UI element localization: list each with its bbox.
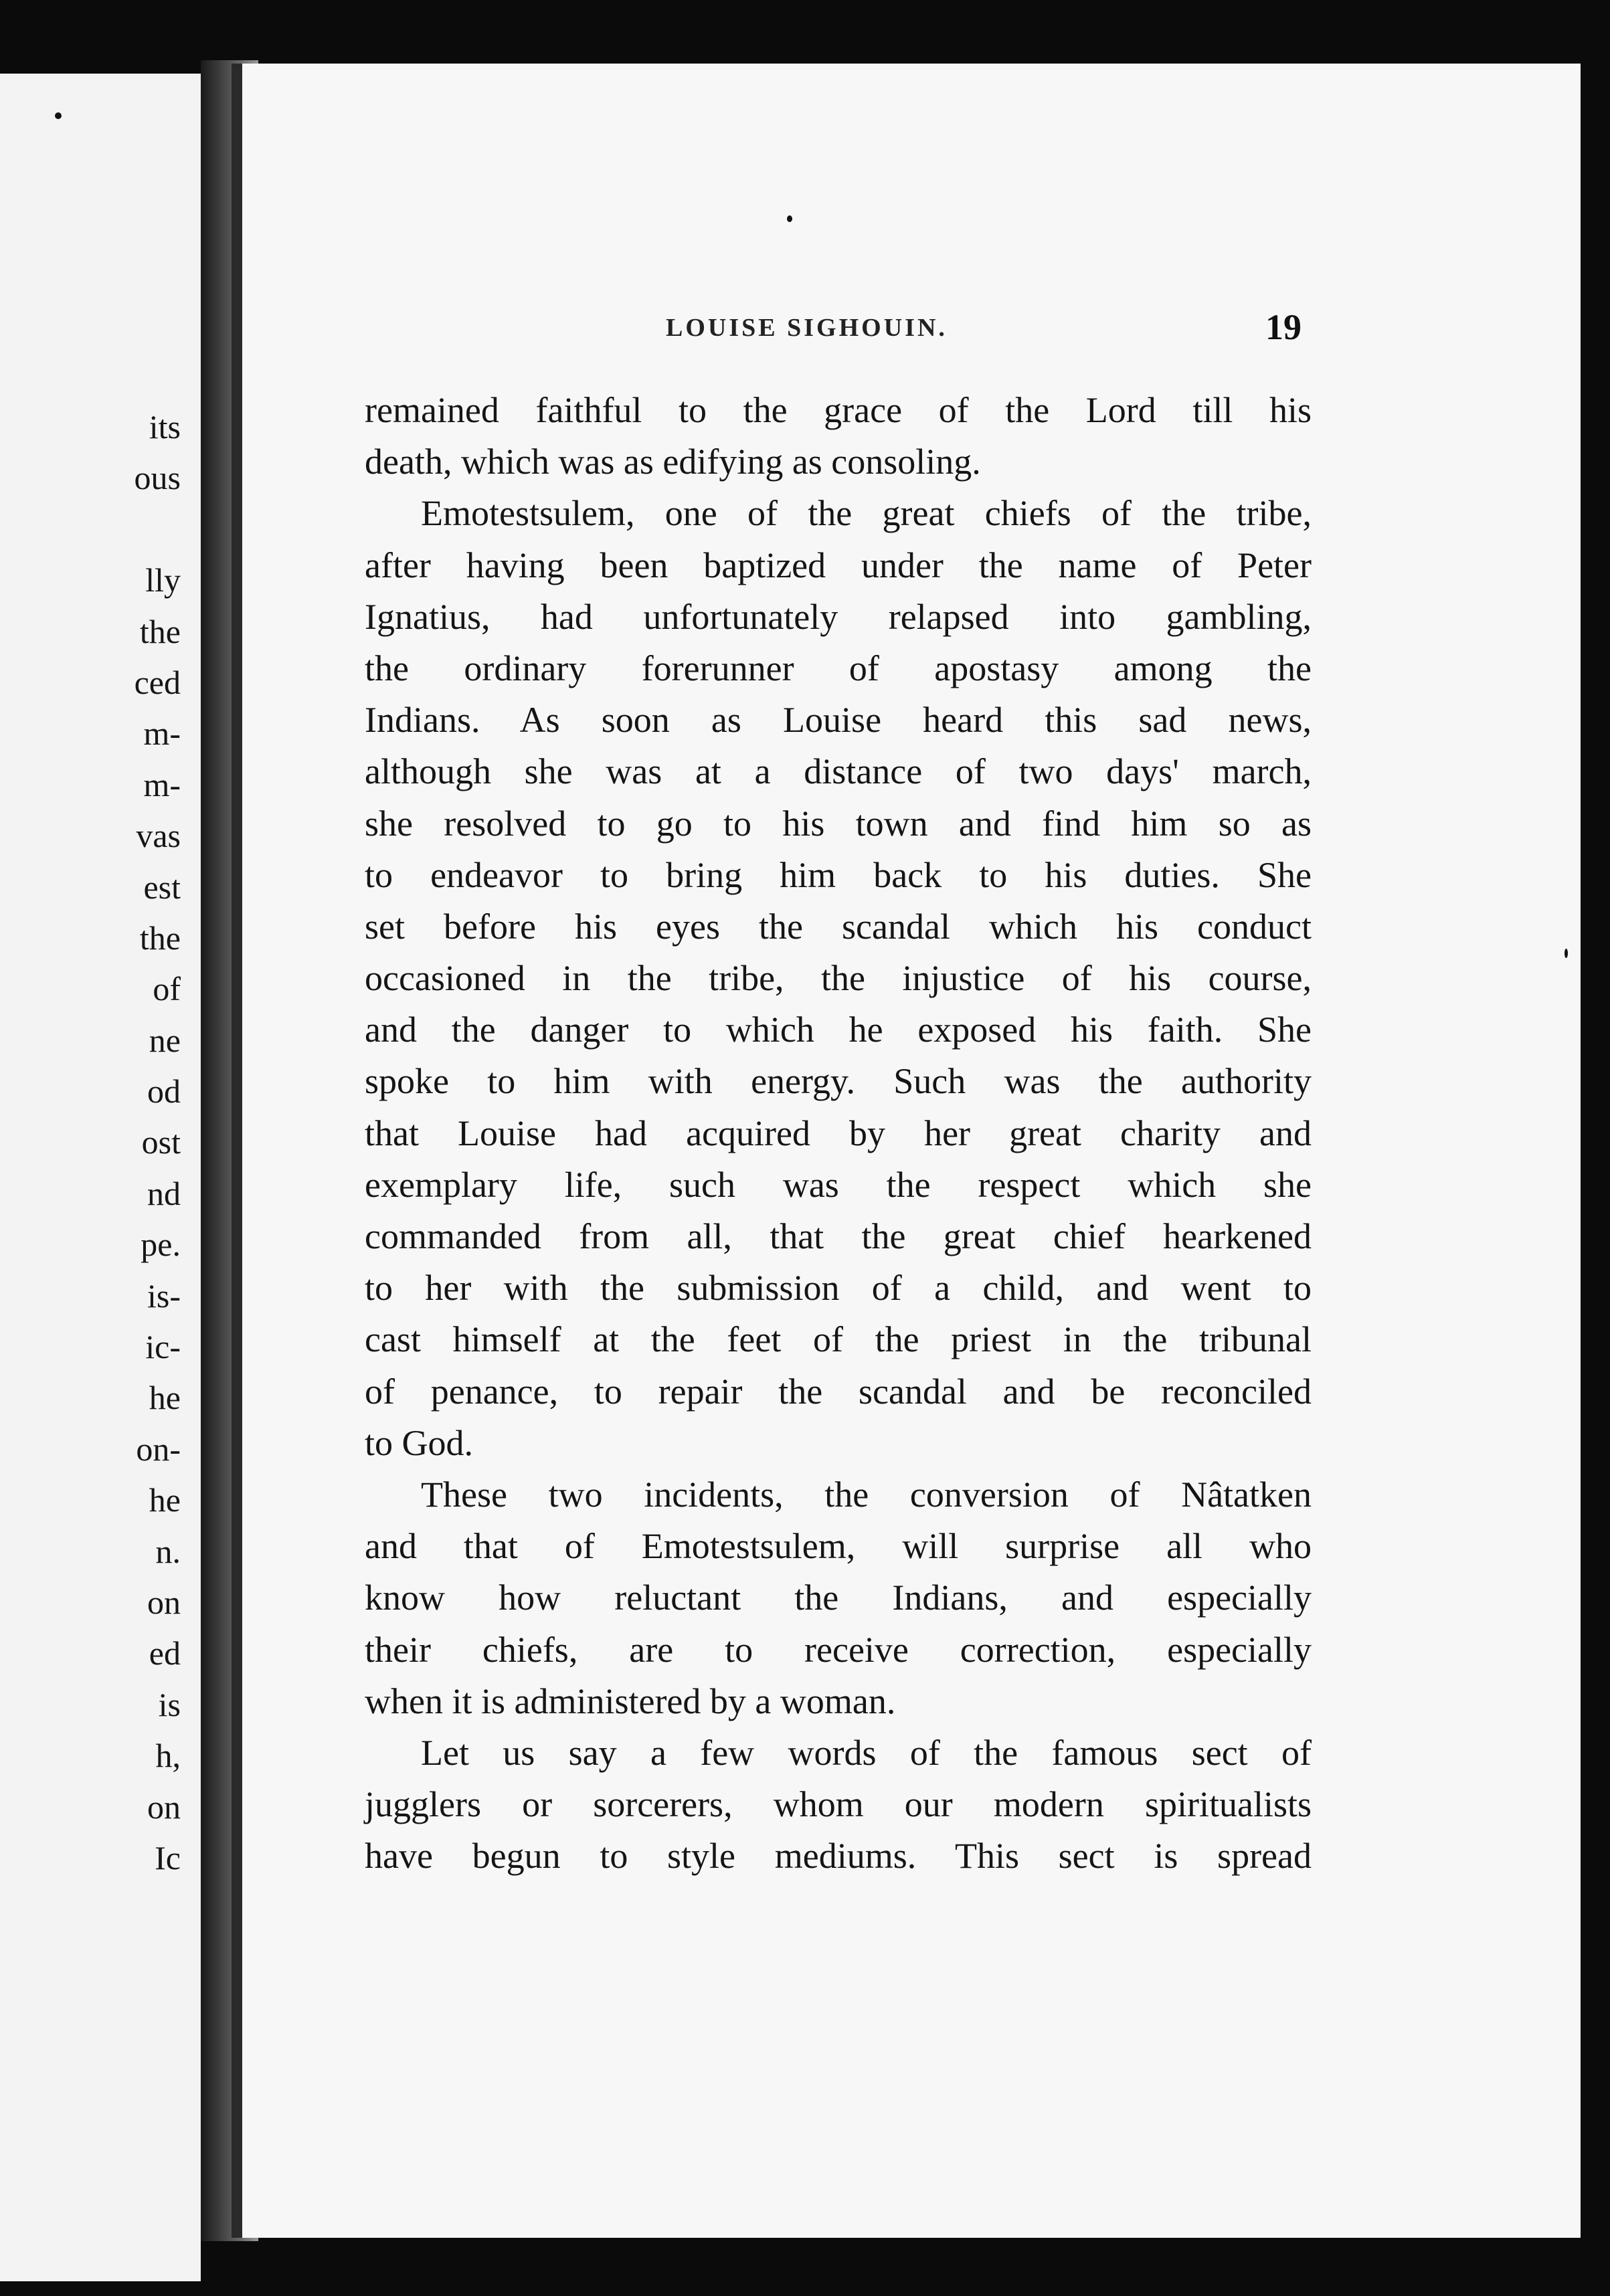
text-line: jugglers or sorcerers, whom our modern spiritualists [365,1784,1312,1825]
text-line: although she was at a distance of two days' march, [365,751,1312,792]
text-line: Ignatius, had unfortunately relapsed into gambling, [365,596,1312,637]
left-fragment: ost [141,1123,181,1161]
print-speck [787,215,792,222]
left-fragment: he [149,1481,181,1519]
running-head [666,307,1302,360]
text-line: death, which was as edifying as consoling. [365,442,981,482]
text-line: set before his eyes the scandal which his conduct [365,906,1312,947]
text-line: remained faithful to the grace of the Lord till his [365,390,1312,430]
text-line: cast himself at the feet of the priest in the tribunal [365,1319,1312,1360]
text-line: know how reluctant the Indians, and especially [365,1577,1312,1618]
text-line: exemplary life, such was the respect which she [365,1164,1312,1205]
text-line: of penance, to repair the scandal and be reconciled [365,1371,1312,1412]
text-line: have begun to style mediums. This sect is spread [365,1836,1312,1877]
text-line: Indians. As soon as Louise heard this sad news, [365,700,1312,741]
left-fragment: its [149,408,181,446]
left-fragment: Ic [155,1838,181,1877]
left-fragment: pe. [141,1226,181,1264]
left-fragment: h, [155,1737,181,1775]
left-fragment: est [143,868,181,906]
left-fragment: vas [136,817,181,855]
left-fragment: ed [149,1634,181,1672]
left-fragment: he [149,1379,181,1417]
left-fragment: of [153,970,181,1008]
text-line: occasioned in the tribe, the injustice of his course, [365,958,1312,999]
left-fragment: lly [145,561,181,599]
text-line: she resolved to go to his town and find him so as [365,803,1312,844]
text-line: when it is administered by a woman. [365,1681,896,1721]
left-fragment: ced [134,663,181,701]
page-number: 19 [1265,307,1302,347]
text-line: their chiefs, are to receive correction, especially [365,1629,1312,1670]
text-line: after having been baptized under the name of Peter [365,545,1312,585]
left-fragment: is- [147,1276,181,1315]
left-fragment: ous [134,459,181,497]
left-fragment: od [147,1072,181,1111]
left-fragment: m- [143,714,181,753]
text-line: to her with the submission of a child, and went to [365,1268,1312,1309]
left-fragment: is [158,1685,181,1723]
print-speck [1564,949,1568,958]
left-fragment: nd [147,1174,181,1212]
left-fragment: on [147,1583,181,1621]
text-line: Let us say a few words of the famous sect of [421,1732,1312,1773]
text-line: Emotestsulem, one of the great chiefs of the tribe, [421,493,1312,534]
left-page-text-fragments [94,401,181,1883]
left-fragment: m- [143,765,181,803]
left-fragment [94,504,181,555]
text-line: to God. [365,1422,473,1463]
left-fragment: the [139,919,181,957]
body-text [365,385,1312,1882]
left-fragment: the [139,612,181,650]
left-fragment: ic- [145,1328,181,1366]
left-fragment: n. [155,1532,181,1570]
text-line: to endeavor to bring him back to his duties. She [365,854,1312,895]
print-speck [55,112,62,119]
left-fragment: ne [149,1021,181,1059]
running-title: LOUISE SIGHOUIN. [666,314,948,342]
left-fragment: on [147,1788,181,1826]
text-line: and the danger to which he exposed his faith. She [365,1010,1312,1050]
left-page [0,74,201,2281]
text-line: These two incidents, the conversion of Nâtatken [421,1474,1312,1515]
text-line: and that of Emotestsulem, will surprise all who [365,1526,1312,1567]
left-fragment: on- [136,1430,181,1468]
text-line: spoke to him with energy. Such was the authority [365,1061,1312,1102]
text-line: commanded from all, that the great chief hearkened [365,1216,1312,1256]
text-line: the ordinary forerunner of apostasy among the [365,648,1312,688]
text-line: that Louise had acquired by her great charity and [365,1113,1312,1153]
